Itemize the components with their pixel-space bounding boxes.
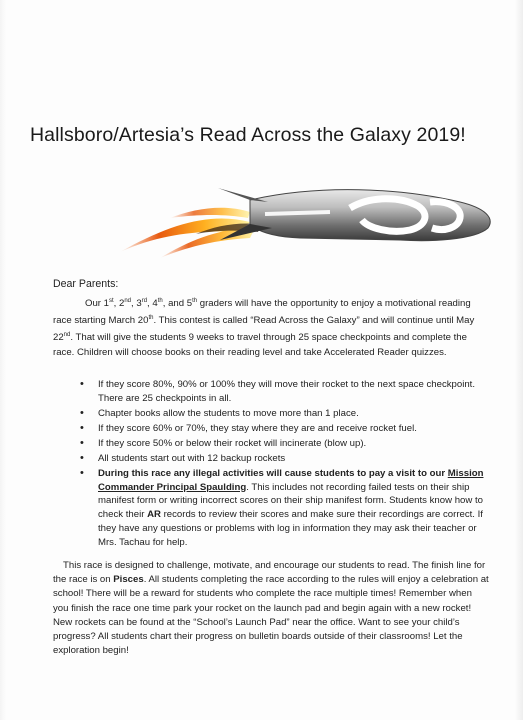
closing-paragraph: This race is designed to challenge, motivate, and encourage our students to read. The finish line for the race is on Pisces. All students completing the race according to the rules will enjoy a celebration at school! There will be a reward for students who complete the race multiple times! Remember when you finish the race one time park your rocket on the launch pad and begin again with a new rocket! New rockets can be found at the “School’s Launch Pad” near the office. Want to see your child’s progress? All students chart their progress on bulletin boards outside of their classrooms! Let the exploration begin!	[53, 560, 489, 657]
rocket-illustration	[100, 182, 500, 262]
intro-paragraph: Our 1st, 2nd, 3rd, 4th, and 5th graders will have the opportunity to enjoy a motivational reading race starting March 20th. This contest is called “Read Across the Galaxy” and will continue until May 22nd. That will give the students 9 weeks to travel through 25 space checkpoints and complete the race. Children will choose books on their reading level and take Accelerated Reader quizzes.	[53, 298, 475, 358]
list-item: • If they score 80%, 90% or 100% they will move their rocket to the next space checkpoint. There are 25 checkpoints in all.	[80, 378, 495, 406]
principal-name: Mission Commander Principal Spaulding	[98, 467, 484, 493]
list-item: • Chapter books allow the students to move more than 1 place.	[80, 407, 495, 421]
rules-list	[80, 378, 495, 551]
page-title: Hallsboro/Artesia’s Read Across the Galaxy 2019!	[30, 124, 466, 146]
salutation: Dear Parents:	[53, 278, 119, 290]
list-item: • If they score 60% or 70%, they stay where they are and receive rocket fuel.	[80, 422, 495, 436]
list-item: • During this race any illegal activities will cause students to pay a visit to our Mission Commander Principal Spaulding. This includes not recording failed tests on their ship manifest form or writing incorrect scores on their ship manifest form. Students know how to check their AR records to review their scores and make sure their recordings are correct. If they have any questions or problems with log in information they may ask their teacher or Mrs. Tachau for help.	[80, 467, 495, 550]
list-item: • If they score 50% or below their rocket will incinerate (blow up).	[80, 437, 495, 451]
list-item: • All students start out with 12 backup rockets	[80, 452, 495, 466]
